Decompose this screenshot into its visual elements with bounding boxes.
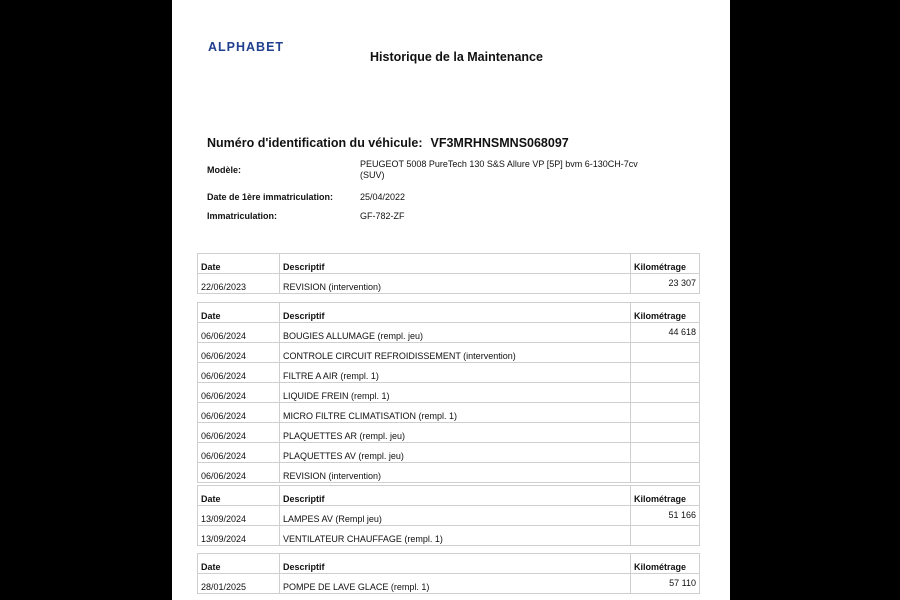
table-row — [198, 574, 700, 594]
row-mileage: 51 166 — [631, 506, 700, 526]
date-header: Date — [198, 554, 280, 574]
row-date: 06/06/2024 — [198, 323, 280, 343]
date-header: Date — [198, 254, 280, 274]
vin-label: Numéro d'identification du véhicule: — [207, 136, 423, 150]
row-mileage: 44 618 — [631, 323, 700, 343]
table-row — [198, 343, 700, 363]
row-mileage: 23 307 — [631, 274, 700, 294]
row-mileage — [631, 463, 700, 483]
row-description: PLAQUETTES AR (rempl. jeu) — [280, 423, 631, 443]
row-date: 13/09/2024 — [198, 506, 280, 526]
maintenance-table — [197, 485, 700, 546]
document-page — [172, 0, 730, 600]
table-header-row — [198, 303, 700, 323]
date-header: Date — [198, 303, 280, 323]
row-date: 22/06/2023 — [198, 274, 280, 294]
table-row — [198, 403, 700, 423]
table-row — [198, 463, 700, 483]
table-header-row — [198, 254, 700, 274]
mileage-header: Kilométrage — [631, 254, 700, 274]
first-registration-value: 25/04/2022 — [360, 192, 406, 202]
plate-label: Immatriculation: — [207, 211, 278, 221]
description-header: Descriptif — [280, 486, 631, 506]
row-date: 13/09/2024 — [198, 526, 280, 546]
description-header: Descriptif — [280, 254, 631, 274]
row-description: LIQUIDE FREIN (rempl. 1) — [280, 383, 631, 403]
table-row — [198, 383, 700, 403]
mileage-header: Kilométrage — [631, 486, 700, 506]
row-description: FILTRE A AIR (rempl. 1) — [280, 363, 631, 383]
table-row — [198, 526, 700, 546]
row-mileage — [631, 423, 700, 443]
row-date: 06/06/2024 — [198, 423, 280, 443]
maintenance-table — [197, 302, 700, 483]
row-date: 06/06/2024 — [198, 363, 280, 383]
table-row — [198, 443, 700, 463]
vin-value: VF3MRHNSMNS068097 — [430, 136, 569, 150]
table-header-row — [198, 554, 700, 574]
model-label: Modèle: — [207, 165, 242, 175]
model-line-1: PEUGEOT 5008 PureTech 130 S&S Allure VP [5P] bvm 6-130CH-7cv — [360, 159, 638, 169]
first-registration-label: Date de 1ère immatriculation: — [207, 192, 334, 202]
row-mileage — [631, 343, 700, 363]
mileage-header: Kilométrage — [631, 303, 700, 323]
row-description: POMPE DE LAVE GLACE (rempl. 1) — [280, 574, 631, 594]
mileage-header: Kilométrage — [631, 554, 700, 574]
model-line-2: (SUV) — [360, 170, 385, 180]
row-date: 06/06/2024 — [198, 403, 280, 423]
maintenance-table — [197, 253, 700, 294]
row-date: 06/06/2024 — [198, 443, 280, 463]
plate-value: GF-782-ZF — [360, 211, 405, 221]
row-mileage — [631, 443, 700, 463]
table-header-row — [198, 486, 700, 506]
page-title: Historique de la Maintenance — [370, 50, 543, 64]
row-mileage — [631, 526, 700, 546]
row-description: REVISION (intervention) — [280, 274, 631, 294]
row-description: MICRO FILTRE CLIMATISATION (rempl. 1) — [280, 403, 631, 423]
alphabet-logo: ALPHABET — [208, 40, 285, 54]
vin-heading — [207, 136, 569, 150]
row-date: 06/06/2024 — [198, 463, 280, 483]
row-description: PLAQUETTES AV (rempl. jeu) — [280, 443, 631, 463]
table-row — [198, 274, 700, 294]
row-date: 06/06/2024 — [198, 343, 280, 363]
description-header: Descriptif — [280, 303, 631, 323]
maintenance-table — [197, 553, 700, 594]
row-description: REVISION (intervention) — [280, 463, 631, 483]
date-header: Date — [198, 486, 280, 506]
row-date: 06/06/2024 — [198, 383, 280, 403]
table-row — [198, 423, 700, 443]
table-row — [198, 363, 700, 383]
row-description: BOUGIES ALLUMAGE (rempl. jeu) — [280, 323, 631, 343]
row-description: CONTROLE CIRCUIT REFROIDISSEMENT (intervention) — [280, 343, 631, 363]
table-row — [198, 323, 700, 343]
table-row — [198, 506, 700, 526]
row-mileage — [631, 363, 700, 383]
row-mileage — [631, 403, 700, 423]
model-value — [360, 159, 638, 181]
row-description: VENTILATEUR CHAUFFAGE (rempl. 1) — [280, 526, 631, 546]
row-mileage — [631, 383, 700, 403]
description-header: Descriptif — [280, 554, 631, 574]
row-date: 28/01/2025 — [198, 574, 280, 594]
row-mileage: 57 110 — [631, 574, 700, 594]
row-description: LAMPES AV (Rempl jeu) — [280, 506, 631, 526]
